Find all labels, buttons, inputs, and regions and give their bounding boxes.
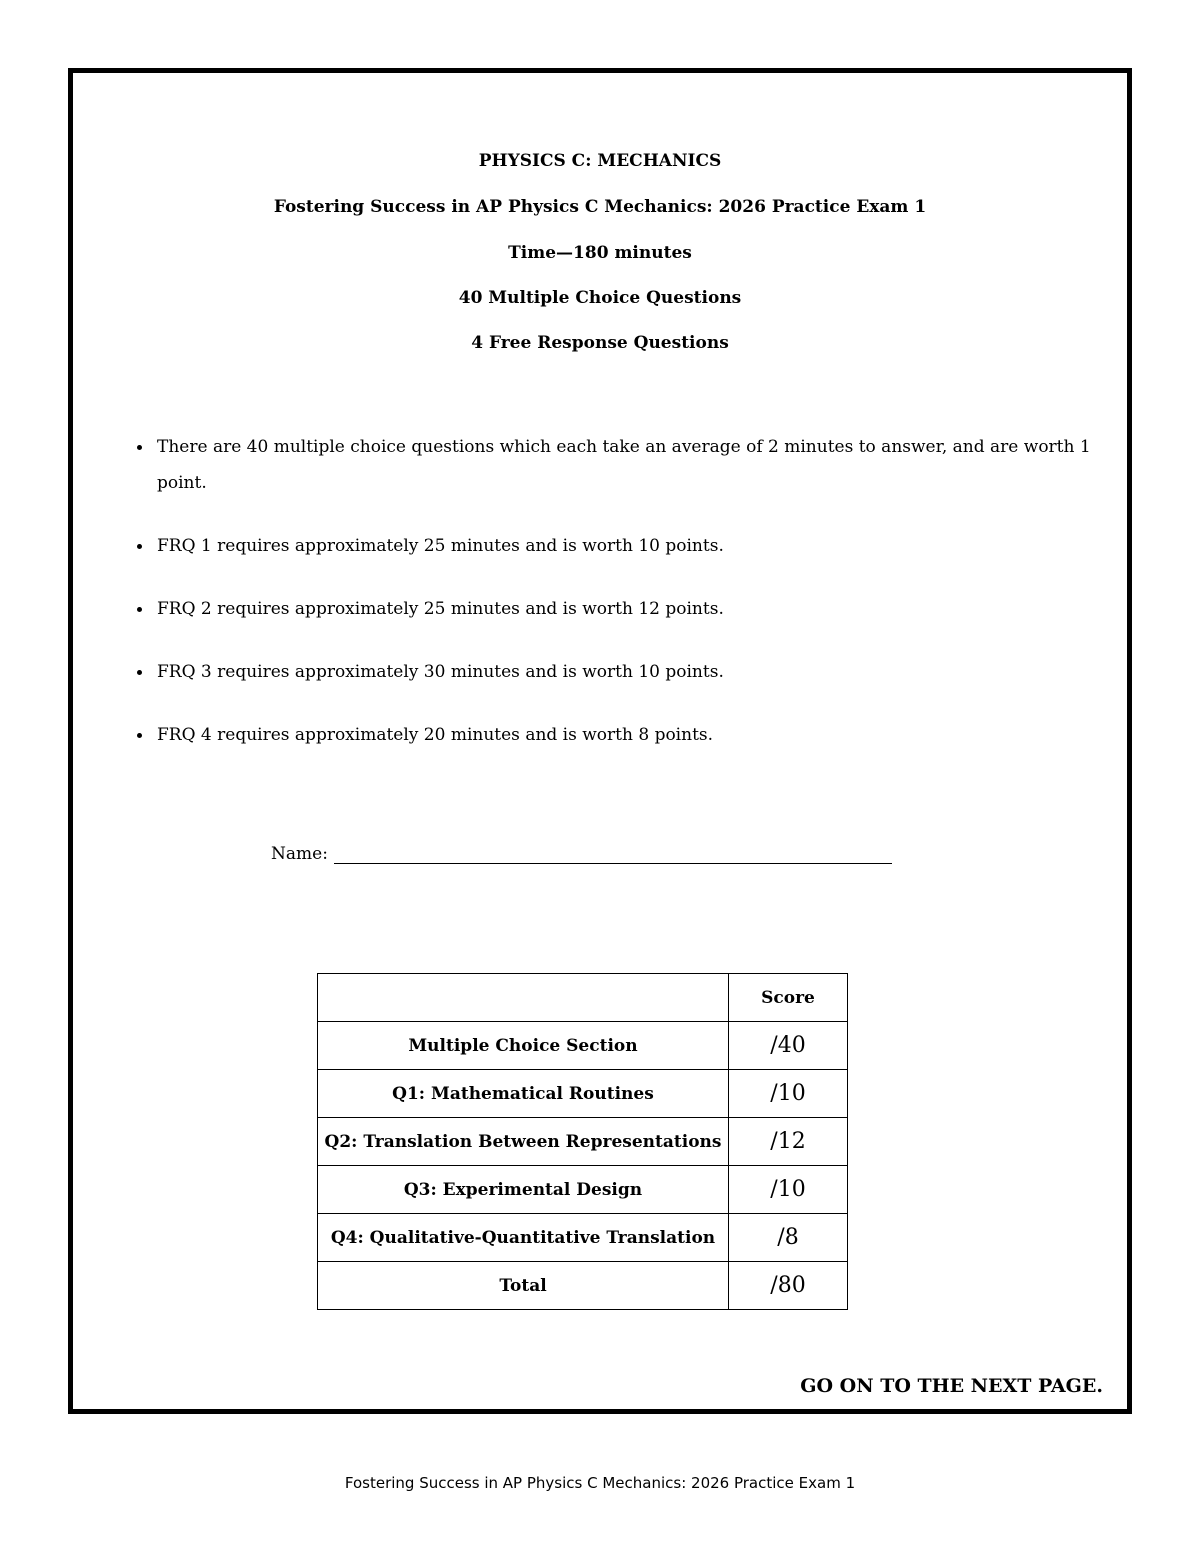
list-item: [131, 717, 1091, 753]
table-cell-score: /8: [729, 1214, 848, 1262]
table-cell-score: /80: [729, 1262, 848, 1310]
bullet-icon: [137, 445, 142, 450]
table-cell-score: /10: [729, 1166, 848, 1214]
list-item: [131, 654, 1091, 690]
table-row: [318, 1022, 848, 1070]
table-row: [318, 1262, 848, 1310]
name-label: Name:: [271, 844, 328, 864]
table-cell-category: Total: [318, 1262, 729, 1310]
bullet-icon: [137, 544, 142, 549]
cover-page-frame: [68, 68, 1132, 1414]
table-cell-score: /10: [729, 1070, 848, 1118]
instruction-text: FRQ 4 requires approximately 20 minutes and is worth 8 points.: [157, 725, 714, 745]
name-row: [271, 843, 892, 864]
page-footer: Fostering Success in AP Physics C Mechanics: 2026 Practice Exam 1: [344, 1474, 856, 1492]
table-cell-category: Q4: Qualitative-Quantitative Translation: [318, 1214, 729, 1262]
table-header-score: Score: [729, 974, 848, 1022]
table-cell-category: Q3: Experimental Design: [318, 1166, 729, 1214]
next-page-notice: GO ON TO THE NEXT PAGE.: [800, 1375, 1103, 1397]
table-cell-category: Q2: Translation Between Representations: [318, 1118, 729, 1166]
table-cell-category: Multiple Choice Section: [318, 1022, 729, 1070]
instruction-text: FRQ 1 requires approximately 25 minutes and is worth 10 points.: [157, 536, 724, 556]
instructions-list: [131, 429, 1091, 780]
score-table: [317, 973, 848, 1310]
instruction-text: FRQ 3 requires approximately 30 minutes and is worth 10 points.: [157, 662, 724, 682]
instruction-text: FRQ 2 requires approximately 25 minutes and is worth 12 points.: [157, 599, 724, 619]
table-row: [318, 1118, 848, 1166]
subject-heading: PHYSICS C: MECHANICS: [478, 151, 722, 171]
table-row: [318, 1070, 848, 1118]
table-row: [318, 1214, 848, 1262]
bullet-icon: [137, 733, 142, 738]
table-cell-score: /12: [729, 1118, 848, 1166]
instruction-text: There are 40 multiple choice questions which each take an average of 2 minutes to answer, and are worth 1 point.: [157, 437, 1091, 493]
exam-time: Time—180 minutes: [508, 243, 692, 263]
bullet-icon: [137, 607, 142, 612]
list-item: [131, 429, 1091, 501]
mc-question-count: 40 Multiple Choice Questions: [458, 288, 742, 308]
table-header-blank: [318, 974, 729, 1022]
frq-question-count: 4 Free Response Questions: [471, 333, 729, 353]
table-header-row: [318, 974, 848, 1022]
table-row: [318, 1166, 848, 1214]
exam-title: Fostering Success in AP Physics C Mechanics: 2026 Practice Exam 1: [273, 197, 927, 217]
bullet-icon: [137, 670, 142, 675]
name-field[interactable]: [334, 843, 892, 864]
list-item: [131, 528, 1091, 564]
list-item: [131, 591, 1091, 627]
table-cell-score: /40: [729, 1022, 848, 1070]
table-cell-category: Q1: Mathematical Routines: [318, 1070, 729, 1118]
